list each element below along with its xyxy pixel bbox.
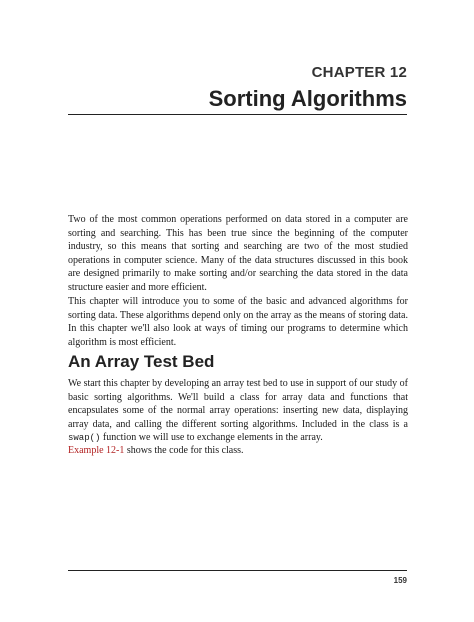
- intro-paragraph-1: Two of the most common operations performed on data stored in a computer are sorting and searching. This has been true since the beginning of the computer industry, so this means that sorting and searching are two of the most studied operations in computer science. Many of the data structures discussed in this book are designed primarily to make sorting and/or searching the data stored in the data structure easier and more efficient.: [68, 214, 408, 293]
- page-number: 159: [393, 576, 407, 585]
- title-rule: [68, 114, 407, 115]
- swap-code: swap(): [68, 433, 101, 443]
- chapter-label: CHAPTER 12: [311, 64, 407, 81]
- section-heading: An Array Test Bed: [68, 352, 215, 371]
- section-paragraph-2-text: shows the code for this class.: [124, 445, 244, 456]
- section-paragraph-1-text-b: function we will use to exchange elements in the array.: [100, 432, 323, 443]
- example-link[interactable]: Example 12-1: [68, 445, 125, 456]
- intro-paragraph-2: This chapter will introduce you to some of the basic and advanced algorithms for sorting data. These algorithms depend only on the array as the means of storing data. In this chapter we'll also look at ways of timing our programs to determine which algorithm is most efficient.: [68, 296, 408, 348]
- section-paragraph-1-text-a: We start this chapter by developing an array test bed to use in support of our study of basic sorting algorithms. We'll build a class for array data and functions that encapsulates some of the normal array operations: inserting new data, displaying array data, and calling the different sorting algorithms. Included in the class is a: [68, 378, 408, 430]
- section-paragraph-2: [68, 444, 408, 458]
- section-paragraph-1: [68, 377, 408, 446]
- chapter-title: Sorting Algorithms: [208, 86, 407, 111]
- footer-rule: [68, 570, 407, 571]
